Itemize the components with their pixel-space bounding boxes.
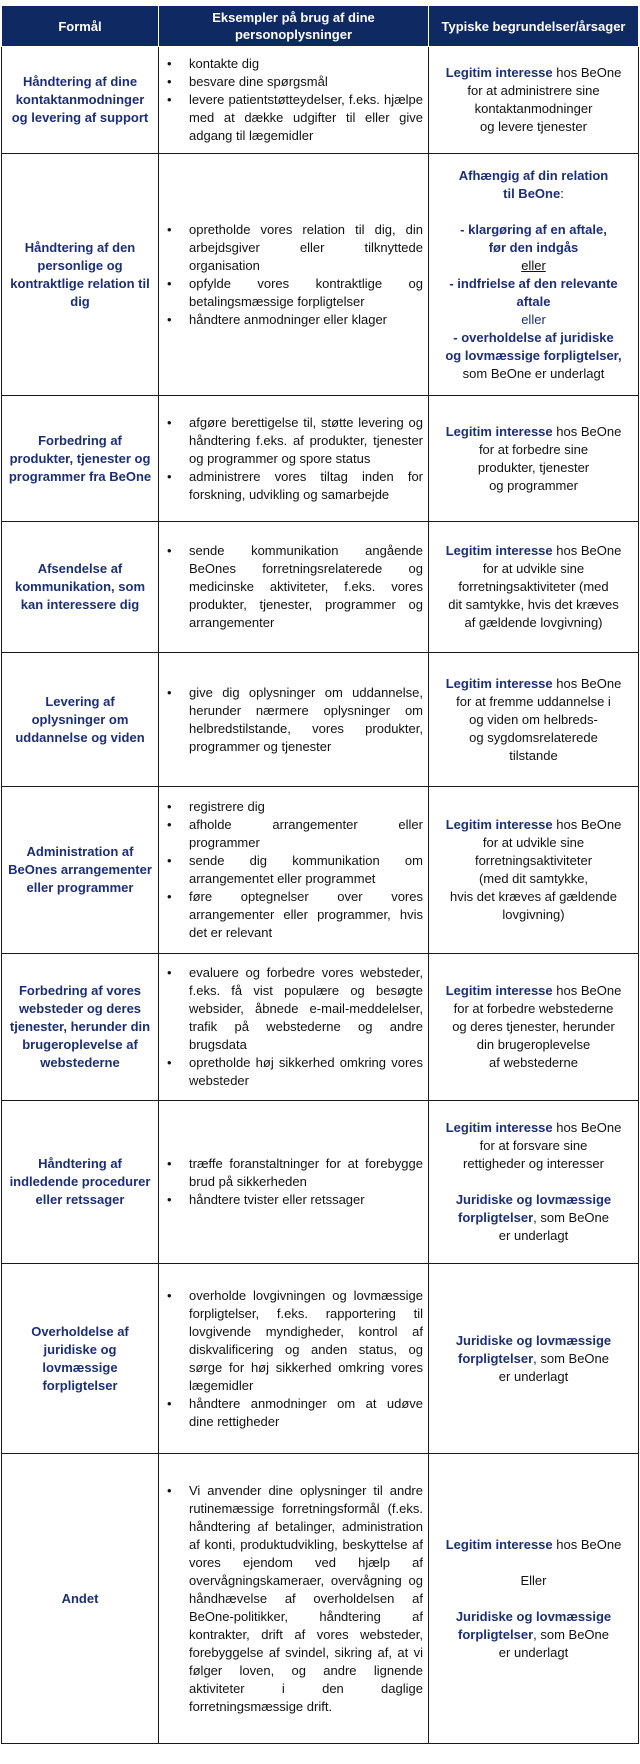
- reason-text: og levere tjenester: [480, 119, 587, 134]
- examples-list: [163, 1482, 423, 1716]
- example-text: føre optegnelser over vores arrangementer eller programmer, hvis det er relevant: [189, 889, 423, 940]
- reason-line: [435, 167, 632, 185]
- example-item: [163, 221, 423, 275]
- purpose-cell: Håndtering af den personlige og kontraktlige relation til dig: [2, 154, 159, 396]
- table-body: [2, 47, 639, 1744]
- bullet-icon: •: [167, 1055, 172, 1070]
- reason-text: hos BeOne: [552, 983, 622, 998]
- table-row: [2, 522, 639, 653]
- header-examples: Eksempler på brug af dine personoplysninger: [159, 6, 429, 47]
- examples-cell: [159, 154, 429, 396]
- table-row: [2, 653, 639, 787]
- bullet-icon: •: [167, 889, 172, 904]
- bullet-icon: •: [167, 1156, 172, 1171]
- reason-line: [435, 1155, 632, 1173]
- reason-text: af webstederne: [489, 1055, 578, 1070]
- reason-line: [435, 239, 632, 257]
- reason-text: Afhængig af din relation: [458, 167, 609, 183]
- example-text: administrere vores tiltag inden for forskning, udvikling og samarbejde: [189, 468, 423, 502]
- example-item: [163, 1482, 423, 1716]
- reason-text: , som BeOne: [533, 1626, 609, 1642]
- reason-text: for at udvikle sine: [482, 561, 585, 576]
- reason-line: [435, 1572, 632, 1590]
- examples-list: [163, 414, 423, 504]
- reason-line: [435, 560, 632, 578]
- reason-text: hos BeOne: [552, 817, 622, 832]
- reason-text: (med dit samtykke,: [478, 871, 589, 886]
- reason-text: Eller: [520, 1572, 547, 1588]
- reason-text: Legitim interesse: [445, 817, 553, 832]
- example-text: afgøre berettigelse til, støtte levering og håndtering f.eks. af produkter, tjenester og programmer og spore status: [189, 414, 423, 466]
- table-row: [2, 1101, 639, 1264]
- reason-text: Juridiske og lovmæssige: [455, 1608, 612, 1624]
- reason-line: [435, 1644, 632, 1662]
- example-item: [163, 1287, 423, 1395]
- reason-text: er underlagt: [498, 1228, 569, 1243]
- reason-text: hos BeOne: [552, 675, 622, 691]
- reason-line: [435, 1119, 632, 1137]
- reason-text: og programmer: [489, 477, 578, 493]
- reason-text: Legitim interesse: [445, 675, 553, 691]
- examples-list: [163, 221, 423, 329]
- purpose-cell: Håndtering af dine kontaktanmodninger og levering af support: [2, 47, 159, 154]
- reason-line: [435, 64, 632, 82]
- examples-cell: [159, 1264, 429, 1454]
- example-text: sende kommunikation angående BeOnes forretningsrelaterede og medicinske aktiviteter, f.eks. vores produkter, tjenester, programmer og arrangementer: [189, 543, 423, 630]
- example-text: opretholde vores relation til dig, din arbejdsgiver eller tilknyttede organisation: [189, 221, 423, 273]
- purpose-cell: Levering af oplysninger om uddannelse og viden: [2, 653, 159, 787]
- reason-cell: [429, 522, 639, 653]
- purpose-cell: Overholdelse af juridiske og lovmæssige forpligtelser: [2, 1264, 159, 1454]
- reason-cell: [429, 1264, 639, 1454]
- reason-text: til BeOne: [503, 185, 561, 201]
- header-purpose: Formål: [2, 6, 159, 47]
- reason-text: , som BeOne: [533, 1210, 609, 1225]
- reason-line: [435, 596, 632, 614]
- example-item: [163, 1395, 423, 1431]
- reason-text: hos BeOne: [552, 1120, 622, 1135]
- example-text: evaluere og forbedre vores websteder, f.eks. få vist populære og besøgte websider, åbnede e-mail-meddelelser, trafik på webstederne og andre brugsdata: [189, 965, 423, 1052]
- reason-line: [435, 614, 632, 632]
- bullet-icon: •: [167, 275, 172, 291]
- example-text: træffe foranstaltninger for at forebygge brud på sikkerheden: [189, 1156, 423, 1189]
- reason-text: Legitim interesse: [445, 65, 553, 80]
- reason-text: hos BeOne: [552, 423, 622, 439]
- reason-text: Legitim interesse: [445, 983, 553, 998]
- reason-line: [435, 1350, 632, 1368]
- example-text: registrere dig: [189, 799, 265, 814]
- reason-line: [435, 1036, 632, 1054]
- examples-cell: [159, 396, 429, 522]
- examples-cell: [159, 653, 429, 787]
- reason-line: [435, 441, 632, 459]
- reason-text: forpligtelser: [458, 1210, 534, 1225]
- reason-text: Legitim interesse: [445, 543, 553, 558]
- reason-line: [435, 1191, 632, 1209]
- reason-line: [435, 1000, 632, 1018]
- reason-text: for at forbedre webstederne: [453, 1001, 614, 1016]
- reason-cell: [429, 1454, 639, 1744]
- examples-list: [163, 964, 423, 1090]
- reason-text: forpligtelser: [458, 1626, 534, 1642]
- example-text: besvare dine spørgsmål: [189, 74, 328, 89]
- example-item: [163, 798, 423, 816]
- bullet-icon: •: [167, 468, 172, 484]
- reason-line: [435, 1368, 632, 1386]
- purpose-cell: Afsendelse af kommunikation, som kan interessere dig: [2, 522, 159, 653]
- reason-text: din brugeroplevelse: [476, 1037, 591, 1052]
- reason-text: lovgivning): [502, 907, 565, 922]
- reason-line: [435, 311, 632, 329]
- reason-line: [435, 982, 632, 1000]
- example-item: [163, 275, 423, 311]
- reason-line: [435, 1227, 632, 1245]
- reason-text: for at administrere sine: [467, 83, 600, 98]
- example-text: afholde arrangementer eller programmer: [189, 817, 423, 850]
- reason-cell: [429, 396, 639, 522]
- examples-cell: [159, 954, 429, 1101]
- header-reasons: Typiske begrundelser/årsager: [429, 6, 639, 47]
- purpose-cell: Andet: [2, 1454, 159, 1744]
- reason-text: og sygdomsrelaterede: [469, 729, 598, 745]
- bullet-icon: •: [167, 1482, 172, 1498]
- examples-cell: [159, 1101, 429, 1264]
- reason-line: [435, 578, 632, 596]
- example-text: sende dig kommunikation om arrangementet eller programmet: [189, 853, 423, 886]
- example-item: [163, 311, 423, 329]
- spacer: [435, 1173, 632, 1191]
- bullet-icon: •: [167, 1192, 172, 1207]
- example-text: håndtere tvister eller retssager: [189, 1192, 365, 1207]
- table-row: [2, 954, 639, 1101]
- reason-line: [435, 118, 632, 136]
- reason-line: [435, 675, 632, 693]
- reason-line: [435, 834, 632, 852]
- reason-text: Juridiske og lovmæssige: [455, 1192, 612, 1207]
- reason-line: [435, 1608, 632, 1626]
- reason-text: - overholdelse af juridiske: [453, 329, 614, 345]
- bullet-icon: •: [167, 414, 172, 430]
- example-item: [163, 684, 423, 756]
- reason-text: dit samtykke, hvis det kræves: [448, 597, 619, 612]
- examples-cell: [159, 787, 429, 954]
- reason-text: Juridiske og lovmæssige: [455, 1332, 612, 1348]
- bullet-icon: •: [167, 1395, 172, 1411]
- purpose-cell: Forbedring af produkter, tjenester og programmer fra BeOne: [2, 396, 159, 522]
- example-item: [163, 55, 423, 73]
- bullet-icon: •: [167, 74, 172, 89]
- reason-text: hos BeOne: [552, 1536, 622, 1552]
- examples-cell: [159, 47, 429, 154]
- reason-line: [435, 1018, 632, 1036]
- examples-cell: [159, 1454, 429, 1744]
- example-item: [163, 468, 423, 504]
- reason-text: og viden om helbreds-: [469, 711, 598, 727]
- reason-text: hos BeOne: [552, 65, 622, 80]
- bullet-icon: •: [167, 56, 172, 71]
- reason-text: aftale: [516, 293, 551, 309]
- spacer: [435, 203, 632, 221]
- example-item: [163, 964, 423, 1054]
- reason-line: [435, 1054, 632, 1072]
- reason-line: [435, 816, 632, 834]
- bullet-icon: •: [167, 965, 172, 980]
- purpose-cell: Forbedring af vores websteder og deres tjenester, herunder din brugeroplevelse af webstederne: [2, 954, 159, 1101]
- table-row: [2, 47, 639, 154]
- reason-line: [435, 275, 632, 293]
- bullet-icon: •: [167, 799, 172, 814]
- table-row: [2, 396, 639, 522]
- spacer: [435, 1590, 632, 1608]
- example-item: [163, 73, 423, 91]
- reason-line: [435, 423, 632, 441]
- reason-text: - klargøring af en aftale,: [460, 221, 607, 237]
- examples-list: [163, 55, 423, 145]
- reason-cell: [429, 954, 639, 1101]
- reason-text: tilstande: [509, 747, 558, 763]
- example-item: [163, 542, 423, 632]
- example-item: [163, 91, 423, 145]
- example-text: kontakte dig: [189, 56, 260, 71]
- bullet-icon: •: [167, 817, 172, 832]
- reason-cell: [429, 154, 639, 396]
- reason-line: [435, 221, 632, 239]
- example-text: håndtere anmodninger eller klager: [189, 311, 388, 327]
- reason-text: kontaktanmodninger: [474, 101, 593, 116]
- example-text: give dig oplysninger om uddannelse, herunder nærmere oplysninger om helbredstilstande, vores produkter, programmer og tjenester: [189, 684, 423, 754]
- examples-list: [163, 684, 423, 756]
- reason-text: forretningsaktiviteter (med: [458, 579, 609, 594]
- example-text: overholde lovgivningen og lovmæssige forpligtelser, f.eks. rapportering til lovgivende myndigheder, kontrol af diskvalificering og anden status, og sørge for høj sikkerhed omkring vores lægemidler: [189, 1287, 423, 1393]
- reason-line: [435, 906, 632, 924]
- reason-text: hos BeOne: [552, 543, 622, 558]
- reason-cell: [429, 787, 639, 954]
- examples-list: [163, 1287, 423, 1431]
- reason-text: Legitim interesse: [445, 1120, 553, 1135]
- reason-line: [435, 293, 632, 311]
- reason-line: [435, 1209, 632, 1227]
- reason-text: forpligtelser: [458, 1350, 534, 1366]
- reason-line: [435, 100, 632, 118]
- reason-text: Legitim interesse: [445, 1536, 553, 1552]
- reason-line: [435, 257, 632, 275]
- reason-cell: [429, 47, 639, 154]
- reason-cell: [429, 1101, 639, 1264]
- reason-text: af gældende lovgivning): [464, 615, 603, 630]
- examples-list: [163, 798, 423, 942]
- reason-text: produkter, tjenester: [477, 459, 590, 475]
- reason-line: [435, 747, 632, 765]
- reason-cell: [429, 653, 639, 787]
- reason-line: [435, 347, 632, 365]
- table-header: [2, 6, 639, 47]
- header-row: [2, 6, 639, 47]
- reason-text: eller: [521, 311, 546, 327]
- example-text: opretholde høj sikkerhed omkring vores websteder: [189, 1055, 423, 1088]
- example-item: [163, 1155, 423, 1191]
- reason-line: [435, 365, 632, 383]
- reason-line: [435, 852, 632, 870]
- example-text: opfylde vores kontraktlige og betalingsmæssige forpligtelser: [189, 275, 423, 309]
- reason-line: [435, 888, 632, 906]
- reason-text: for at fremme uddannelse i: [456, 693, 611, 709]
- reason-line: [435, 1137, 632, 1155]
- reason-line: [435, 1626, 632, 1644]
- reason-line: [435, 1332, 632, 1350]
- example-text: levere patientstøtteydelser, f.eks. hjælpe med at dække udgifter til eller give adgang til lægemidler: [189, 92, 423, 143]
- reason-line: [435, 1536, 632, 1554]
- examples-list: [163, 1155, 423, 1209]
- example-item: [163, 852, 423, 888]
- reason-text: for at udvikle sine: [482, 835, 585, 850]
- bullet-icon: •: [167, 221, 172, 237]
- reason-text: forretningsaktiviteter: [474, 853, 593, 868]
- example-item: [163, 816, 423, 852]
- bullet-icon: •: [167, 684, 172, 700]
- reason-text: rettigheder og interesser: [463, 1156, 604, 1171]
- reason-line: [435, 329, 632, 347]
- purpose-cell: Administration af BeOnes arrangementer eller programmer: [2, 787, 159, 954]
- reason-line: [435, 185, 632, 203]
- examples-list: [163, 542, 423, 632]
- reason-line: [435, 477, 632, 495]
- reason-text: før den indgås: [488, 239, 579, 255]
- table-row: [2, 1264, 639, 1454]
- bullet-icon: •: [167, 92, 172, 107]
- example-item: [163, 1191, 423, 1209]
- reason-text: eller: [521, 257, 546, 273]
- reason-text: for at forsvare sine: [479, 1138, 588, 1153]
- purpose-cell: Håndtering af indledende procedurer eller retssager: [2, 1101, 159, 1264]
- reason-text: Legitim interesse: [445, 423, 553, 439]
- example-item: [163, 1054, 423, 1090]
- reason-line: [435, 729, 632, 747]
- bullet-icon: •: [167, 543, 172, 558]
- spacer: [435, 1554, 632, 1572]
- reason-text: som BeOne er underlagt: [462, 365, 605, 381]
- table-row: [2, 1454, 639, 1744]
- examples-cell: [159, 522, 429, 653]
- reason-text: - indfrielse af den relevante: [449, 275, 618, 291]
- reason-text: for at forbedre sine: [478, 441, 589, 457]
- example-item: [163, 414, 423, 468]
- reason-line: [435, 711, 632, 729]
- reason-text: er underlagt: [498, 1644, 569, 1660]
- reason-text: er underlagt: [498, 1368, 569, 1384]
- reason-text: , som BeOne: [533, 1350, 609, 1366]
- table-row: [2, 154, 639, 396]
- reason-line: [435, 542, 632, 560]
- example-item: [163, 888, 423, 942]
- purpose-table: [1, 5, 639, 1744]
- example-text: Vi anvender dine oplysninger til andre rutinemæssige forretningsformål (f.eks. håndtering af betalinger, administration af konti, produktudvikling, beskyttelse af vores ejendom ved hjælp af overvågningskameraer, overvågning og håndhævelse af overholdelsen af BeOne-politikker, håndtering af kontrakter, drift af vores websteder, forebyggelse af svindel, sikring af, at vi følger loven, og andre lignende aktiviteter i den daglige forretningsmæssige drift.: [189, 1482, 423, 1714]
- bullet-icon: •: [167, 311, 172, 327]
- bullet-icon: •: [167, 853, 172, 868]
- reason-text: hvis det kræves af gældende: [450, 889, 617, 904]
- reason-line: [435, 82, 632, 100]
- example-text: håndtere anmodninger om at udøve dine rettigheder: [189, 1395, 423, 1429]
- reason-line: [435, 693, 632, 711]
- reason-line: [435, 870, 632, 888]
- reason-line: [435, 459, 632, 477]
- table-row: [2, 787, 639, 954]
- reason-text: og lovmæssige forpligtelser,: [445, 347, 622, 363]
- bullet-icon: •: [167, 1287, 172, 1303]
- reason-text: :: [560, 185, 564, 201]
- reason-text: og deres tjenester, herunder: [452, 1019, 615, 1034]
